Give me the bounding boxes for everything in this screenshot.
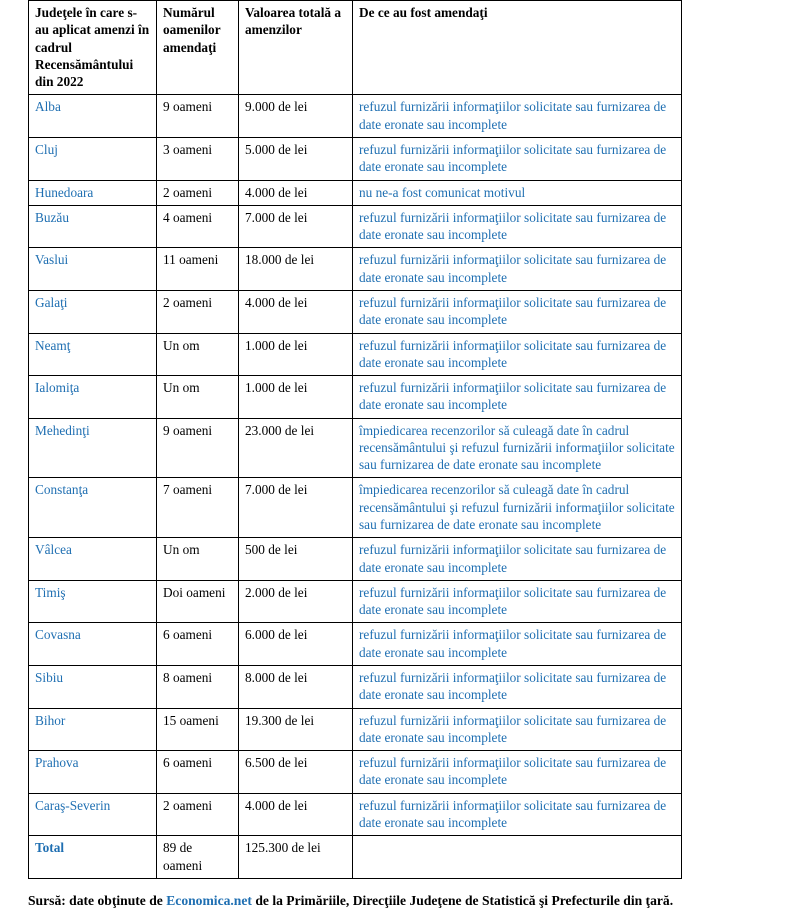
table-row <box>29 180 682 205</box>
cell-people: 11 oameni <box>157 248 239 291</box>
cell-county: Neamţ <box>29 333 157 376</box>
cell-amount: 4.000 de lei <box>239 180 353 205</box>
table-row <box>29 623 682 666</box>
cell-county: Cluj <box>29 137 157 180</box>
cell-total-people: 89 de oameni <box>157 836 239 879</box>
cell-people: 6 oameni <box>157 623 239 666</box>
cell-county: Prahova <box>29 751 157 794</box>
cell-total-label: Total <box>29 836 157 879</box>
cell-people: Un om <box>157 538 239 581</box>
cell-total-amount: 125.300 de lei <box>239 836 353 879</box>
cell-people: 7 oameni <box>157 478 239 538</box>
cell-county: Galaţi <box>29 290 157 333</box>
cell-county: Caraş-Severin <box>29 793 157 836</box>
cell-amount: 7.000 de lei <box>239 205 353 248</box>
cell-reason: refuzul furnizării informaţiilor solicitate sau furnizarea de date eronate sau incomplete <box>353 751 682 794</box>
cell-people: 2 oameni <box>157 290 239 333</box>
cell-people: 4 oameni <box>157 205 239 248</box>
cell-people: 9 oameni <box>157 418 239 478</box>
column-header-counties: Judeţele în care s-au aplicat amenzi în cadrul Recensământului din 2022 <box>29 1 157 95</box>
cell-county: Sibiu <box>29 666 157 709</box>
cell-people: 2 oameni <box>157 180 239 205</box>
cell-reason: împiedicarea recenzorilor să culeagă date în cadrul recensământului şi refuzul furnizării informaţiilor solicitate sau furnizarea de date eronate sau incomplete <box>353 478 682 538</box>
table-body <box>29 95 682 878</box>
cell-people: 2 oameni <box>157 793 239 836</box>
cell-amount: 500 de lei <box>239 538 353 581</box>
column-header-reason: De ce au fost amendaţi <box>353 1 682 95</box>
cell-reason: refuzul furnizării informaţiilor solicitate sau furnizarea de date eronate sau incomplete <box>353 137 682 180</box>
cell-amount: 6.500 de lei <box>239 751 353 794</box>
cell-county: Vâlcea <box>29 538 157 581</box>
cell-amount: 9.000 de lei <box>239 95 353 138</box>
fines-table <box>28 0 682 879</box>
source-suffix: de la Primăriile, Direcţiile Judeţene de Statistică şi Prefecturile din ţară. <box>251 892 674 908</box>
table-row <box>29 580 682 623</box>
cell-reason: nu ne-a fost comunicat motivul <box>353 180 682 205</box>
cell-amount: 18.000 de lei <box>239 248 353 291</box>
cell-reason: refuzul furnizării informaţiilor solicitate sau furnizarea de date eronate sau incomplete <box>353 95 682 138</box>
cell-county: Vaslui <box>29 248 157 291</box>
cell-county: Covasna <box>29 623 157 666</box>
source-note <box>28 891 728 911</box>
cell-county: Ialomiţa <box>29 376 157 419</box>
cell-reason: refuzul furnizării informaţiilor solicitate sau furnizarea de date eronate sau incomplete <box>353 376 682 419</box>
table-row <box>29 751 682 794</box>
table-row <box>29 666 682 709</box>
cell-reason: refuzul furnizării informaţiilor solicitate sau furnizarea de date eronate sau incomplete <box>353 290 682 333</box>
cell-reason: refuzul furnizării informaţiilor solicitate sau furnizarea de date eronate sau incomplete <box>353 708 682 751</box>
table-row <box>29 418 682 478</box>
cell-people: 3 oameni <box>157 137 239 180</box>
cell-amount: 8.000 de lei <box>239 666 353 709</box>
cell-reason: refuzul furnizării informaţiilor solicitate sau furnizarea de date eronate sau incomplete <box>353 538 682 581</box>
cell-reason: refuzul furnizării informaţiilor solicitate sau furnizarea de date eronate sau incomplete <box>353 248 682 291</box>
cell-reason: împiedicarea recenzorilor să culeagă date în cadrul recensământului şi refuzul furnizării informaţiilor solicitate sau furnizarea de date eronate sau incomplete <box>353 418 682 478</box>
table-row <box>29 538 682 581</box>
cell-people: 6 oameni <box>157 751 239 794</box>
cell-county: Timiş <box>29 580 157 623</box>
cell-people: 15 oameni <box>157 708 239 751</box>
table-row <box>29 137 682 180</box>
cell-people: 9 oameni <box>157 95 239 138</box>
cell-county: Constanţa <box>29 478 157 538</box>
cell-amount: 23.000 de lei <box>239 418 353 478</box>
cell-county: Buzău <box>29 205 157 248</box>
cell-reason: refuzul furnizării informaţiilor solicitate sau furnizarea de date eronate sau incomplete <box>353 623 682 666</box>
cell-total-reason <box>353 836 682 879</box>
cell-amount: 1.000 de lei <box>239 333 353 376</box>
table-row <box>29 793 682 836</box>
table-row <box>29 95 682 138</box>
table-row <box>29 708 682 751</box>
cell-county: Bihor <box>29 708 157 751</box>
cell-reason: refuzul furnizării informaţiilor solicitate sau furnizarea de date eronate sau incomplete <box>353 793 682 836</box>
source-prefix: Sursă: date obţinute de <box>28 892 167 908</box>
cell-county: Mehedinţi <box>29 418 157 478</box>
table-header <box>29 1 682 95</box>
cell-reason: refuzul furnizării informaţiilor solicitate sau furnizarea de date eronate sau incomplete <box>353 333 682 376</box>
cell-people: 8 oameni <box>157 666 239 709</box>
cell-amount: 1.000 de lei <box>239 376 353 419</box>
cell-reason: refuzul furnizării informaţiilor solicitate sau furnizarea de date eronate sau incomplete <box>353 580 682 623</box>
table-row <box>29 290 682 333</box>
cell-amount: 7.000 de lei <box>239 478 353 538</box>
economica-net-link[interactable]: Economica.net <box>166 892 252 908</box>
cell-people: Doi oameni <box>157 580 239 623</box>
table-row <box>29 333 682 376</box>
column-header-total-value: Valoarea totală a amenzilor <box>239 1 353 95</box>
cell-amount: 5.000 de lei <box>239 137 353 180</box>
table-header-row <box>29 1 682 95</box>
column-header-people-count: Numărul oamenilor amendaţi <box>157 1 239 95</box>
table-row <box>29 205 682 248</box>
cell-people: Un om <box>157 333 239 376</box>
table-row <box>29 376 682 419</box>
cell-county: Hunedoara <box>29 180 157 205</box>
cell-reason: refuzul furnizării informaţiilor solicitate sau furnizarea de date eronate sau incomplete <box>353 666 682 709</box>
cell-amount: 19.300 de lei <box>239 708 353 751</box>
cell-amount: 6.000 de lei <box>239 623 353 666</box>
cell-county: Alba <box>29 95 157 138</box>
cell-reason: refuzul furnizării informaţiilor solicitate sau furnizarea de date eronate sau incomplete <box>353 205 682 248</box>
cell-amount: 4.000 de lei <box>239 793 353 836</box>
table-row <box>29 248 682 291</box>
cell-people: Un om <box>157 376 239 419</box>
table-total-row <box>29 836 682 879</box>
cell-amount: 4.000 de lei <box>239 290 353 333</box>
table-row <box>29 478 682 538</box>
cell-amount: 2.000 de lei <box>239 580 353 623</box>
